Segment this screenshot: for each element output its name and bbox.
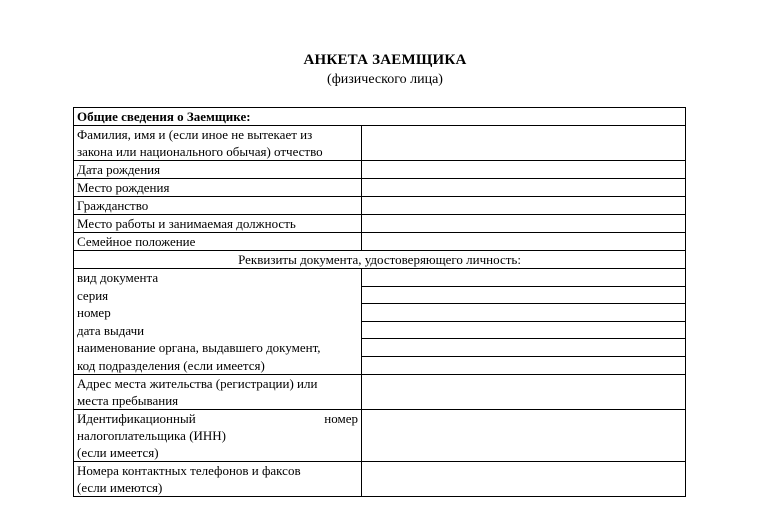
inn-row bbox=[74, 410, 686, 462]
marital-row bbox=[74, 233, 686, 251]
doc-issue-date-field[interactable] bbox=[362, 322, 685, 340]
document-title: АНКЕТА ЗАЕМЩИКА bbox=[303, 52, 467, 68]
doc-number-field[interactable] bbox=[362, 304, 685, 322]
section-general-heading: Общие сведения о Заемщике: bbox=[74, 108, 686, 126]
doc-issuer-field[interactable] bbox=[362, 339, 685, 357]
work-field[interactable] bbox=[362, 215, 686, 233]
id-document-labels bbox=[74, 269, 362, 375]
inn-field[interactable] bbox=[362, 410, 686, 462]
doc-type-label: вид документа bbox=[77, 270, 159, 285]
address-label-line2: места пребывания bbox=[77, 393, 179, 408]
inn-label-line1 bbox=[77, 410, 358, 427]
citizenship-field[interactable] bbox=[362, 197, 686, 215]
citizenship-row bbox=[74, 197, 686, 215]
document-subtitle: (физического лица) bbox=[327, 72, 443, 87]
address-label-line1: Адрес места жительства (регистрации) или bbox=[77, 376, 318, 391]
doc-series-field[interactable] bbox=[362, 287, 685, 305]
inn-label-line3: (если имеется) bbox=[77, 445, 159, 460]
section-id-row bbox=[74, 251, 686, 269]
birth-date-field[interactable] bbox=[362, 161, 686, 179]
phones-row bbox=[74, 462, 686, 497]
address-row bbox=[74, 375, 686, 410]
birth-place-label: Место рождения bbox=[74, 179, 362, 197]
doc-issue-date-label: дата выдачи bbox=[77, 322, 145, 338]
borrower-form-table bbox=[73, 107, 686, 497]
fio-label-line1: Фамилия, имя и (если иное не вытекает из bbox=[77, 127, 313, 142]
birth-date-label: Дата рождения bbox=[74, 161, 362, 179]
inn-word1: Идентификационный bbox=[77, 411, 196, 426]
citizenship-label: Гражданство bbox=[74, 197, 362, 215]
doc-number-label: номер bbox=[77, 305, 111, 320]
doc-series-label: серия bbox=[77, 287, 109, 303]
marital-label: Семейное положение bbox=[74, 233, 362, 251]
phones-label bbox=[74, 462, 362, 497]
inn-label-line2: налогоплательщика (ИНН) bbox=[77, 428, 227, 443]
fio-label-line2: закона или национального обычая) отчество bbox=[77, 144, 323, 159]
phones-field[interactable] bbox=[362, 462, 686, 497]
section-id-heading: Реквизиты документа, удостоверяющего личность: bbox=[74, 251, 686, 269]
marital-field[interactable] bbox=[362, 233, 686, 251]
work-row bbox=[74, 215, 686, 233]
birth-place-row bbox=[74, 179, 686, 197]
id-document-values bbox=[362, 269, 686, 375]
phones-label-line1: Номера контактных телефонов и факсов bbox=[77, 463, 301, 478]
doc-subdivision-label: код подразделения (если имеется) bbox=[77, 357, 265, 373]
doc-type-field[interactable] bbox=[362, 269, 685, 287]
fio-label bbox=[74, 126, 362, 161]
section-general-row bbox=[74, 108, 686, 126]
fio-value-field[interactable] bbox=[362, 126, 686, 161]
address-field[interactable] bbox=[362, 375, 686, 410]
doc-issuer-label: наименование органа, выдавшего документ, bbox=[77, 340, 321, 355]
work-label: Место работы и занимаемая должность bbox=[74, 215, 362, 233]
address-label bbox=[74, 375, 362, 410]
id-document-row bbox=[74, 269, 686, 375]
fio-row bbox=[74, 126, 686, 161]
phones-label-line2: (если имеются) bbox=[77, 480, 163, 495]
inn-label bbox=[74, 410, 362, 462]
inn-word2: номер bbox=[324, 411, 358, 426]
birth-place-field[interactable] bbox=[362, 179, 686, 197]
doc-subdivision-field[interactable] bbox=[362, 357, 685, 375]
birth-date-row bbox=[74, 161, 686, 179]
